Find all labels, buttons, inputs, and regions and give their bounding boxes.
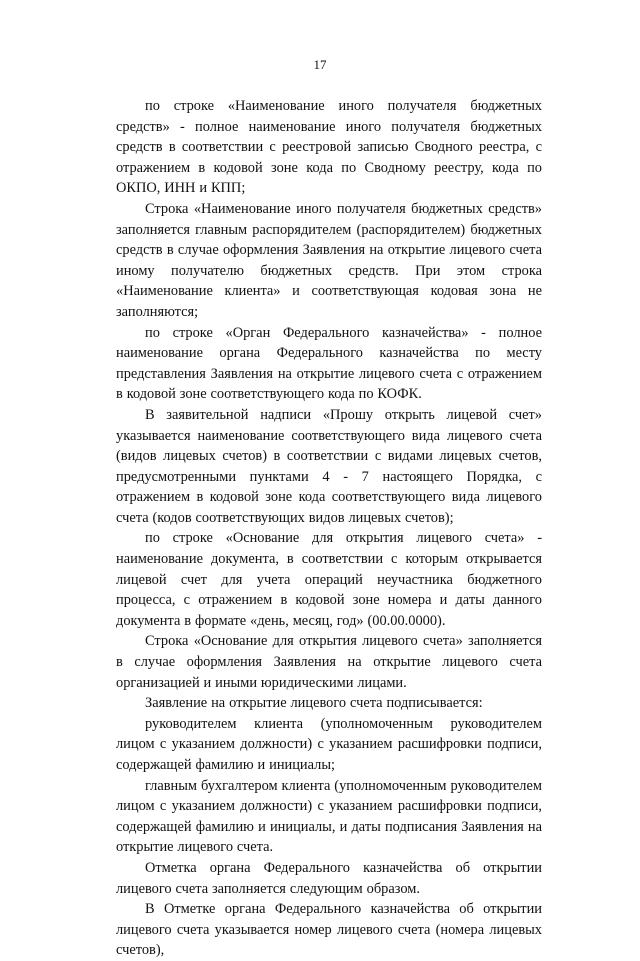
paragraph-1: по строке «Наименование иного получателя бюджетных средств» - полное наименование иного получателя бюджетных средств в соответствии с реестровой записью Сводного реестра, с отражением в кодовой зоне кода по Сводному реестру, кода по ОКПО, ИНН и КПП; — [116, 98, 542, 197]
paragraph-6: Строка «Основание для открытия лицевого счета» заполняется в случае оформления Заявления на открытие лицевого счета организацией и иными юридическими лицами. — [116, 633, 542, 691]
paragraph-11: В Отметке органа Федерального казначейства об открытии лицевого счета указывается номер лицевого счета (номера лицевых счетов), — [116, 901, 542, 959]
paragraph-9: главным бухгалтером клиента (уполномоченным руководителем лицом с указанием должности) с указанием расшифровки подписи, содержащей фамилию и инициалы, и даты подписания Заявления на открытие лицевого счета. — [116, 777, 542, 856]
paragraph-2: Строка «Наименование иного получателя бюджетных средств» заполняется главным распорядителем (распорядителем) бюджетных средств в случае оформления Заявления на открытие лицевого счета иному получателю бюджетных средств. При этом строка «Наименование клиента» и соответствующая кодовая зона не заполняются; — [116, 200, 542, 320]
document-body — [116, 96, 542, 961]
paragraph-7: Заявление на открытие лицевого счета подписывается: — [145, 695, 483, 712]
paragraph-3: по строке «Орган Федерального казначейства» - полное наименование органа Федерального казначейства по месту представления Заявления на открытие лицевого счета с отражением в кодовой зоне соответствующего кода по КОФК. — [116, 324, 542, 403]
paragraph-8: руководителем клиента (уполномоченным руководителем лицом с указанием должности) с указанием расшифровки подписи, содержащей фамилию и инициалы; — [116, 715, 542, 773]
paragraph-5: по строке «Основание для открытия лицевого счета» - наименование документа, в соответствии с которым открывается лицевой счет для учета операций неучастника бюджетного процесса, с отражением в кодовой зоне номера и даты данного документа в формате «день, месяц, год» (00.00.0000). — [116, 530, 542, 629]
paragraph-10: Отметка органа Федерального казначейства об открытии лицевого счета заполняется следующим образом. — [116, 859, 542, 897]
paragraph-4: В заявительной надписи «Прошу открыть лицевой счет» указывается наименование соответствующего вида лицевого счета (видов лицевых счетов) в соответствии с видами лицевых счетов, предусмотренными пунктами 4 - 7 настоящего Порядка, с отражением в кодовой зоне кода соответствующего вида лицевого счета (кодов соответствующих видов лицевых счетов); — [116, 406, 542, 526]
page-number: 17 — [313, 57, 327, 72]
